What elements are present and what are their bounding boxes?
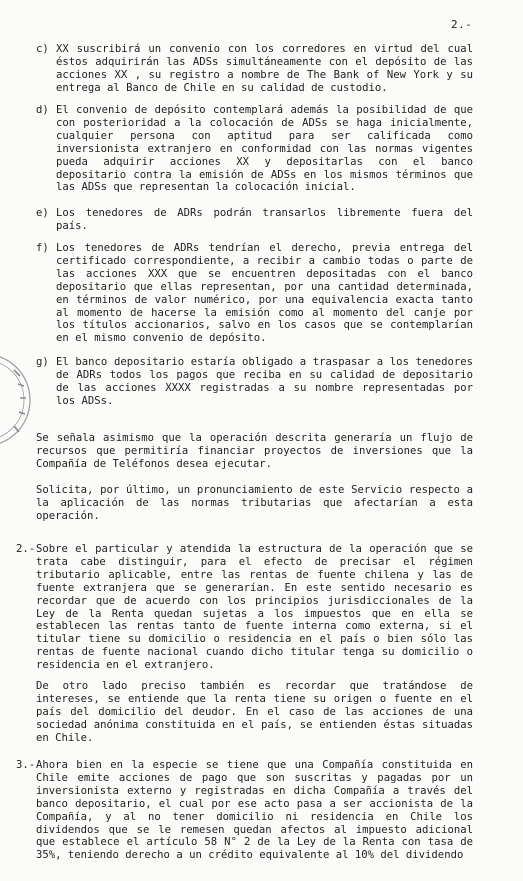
- item-marker: c): [36, 43, 49, 55]
- section-number: 3.-: [16, 759, 36, 771]
- item-marker: e): [36, 207, 49, 219]
- item-text: Los tenedores de ADRs tendrían el derecho, previa entrega del certificado correspondiente, a recibir a cambio todas o parte de las acciones XXX que se encuentren depositadas con el banco depositario que ellas representan, por una cantidad determinada, en términos de valor numérico, por una equivalencia exacta tanto al momento de hacerse la emisión como al momento del canje por los títulos accionarios, salvo en los casos que se contemplarían en el mismo convenio de depósito.: [56, 242, 473, 345]
- body-paragraph: Solicita, por último, un pronunciamiento de este Servicio respecto a la aplicación de las normas tributarias que afectarían a esta operación.: [36, 484, 473, 522]
- item-marker: f): [36, 242, 49, 254]
- item-text: El banco depositario estaría obligado a traspasar a los tenedores de ADRs todos los pagos que reciba en su calidad de depositario de las acciones XXXX registradas a su nombre representadas por los ADSs.: [56, 356, 473, 407]
- section-paragraph: Ahora bien en la especie se tiene que una Compañía constituida en Chile emite acciones de pago que son suscritas y pagadas por un inversionista externo y registradas en dicha Compañía a través del banco depositario, el cual por ese acto pasa a ser accionista de la Compañía, y al no tener domicilio ni residencia en Chile los dividendos que se le remesen quedan afectos al impuesto adicional que establece el artículo 58 N° 2 de la Ley de la Renta con tasa de 35%, teniendo derecho a un crédito equivalente al 10% del dividendo: [36, 759, 473, 862]
- section-paragraph: De otro lado preciso también es recordar que tratándose de intereses, se entiende que la renta tiene su origen o fuente en el país del domicilio del deudor. En el caso de las acciones de una sociedad anónima constituida en el país, se entienden éstas situadas en Chile.: [36, 680, 473, 744]
- section-paragraph: Sobre el particular y atendida la estructura de la operación que se trata cabe distinguir, para el efecto de precisar el régimen tributario aplicable, entre las rentas de fuente chilena y las de fuente extranjera que se generarían. En este sentido necesario es recordar que de acuerdo con los principios jurisdiccionales de la Ley de la Renta quedan sujetas a los impuestos que en ella se establecen las rentas tanto de fuente interna como externa, si el titular tiene su domicilio o residencia en el país o bien sólo las rentas de fuente nacional cuando dicho titular tenga su domicilio o residencia en el extranjero.: [36, 543, 473, 672]
- page-number: 2.-: [451, 18, 473, 31]
- item-text: Los tenedores de ADRs podrán transarlos libremente fuera del país.: [56, 207, 473, 232]
- body-paragraph: Se señala asimismo que la operación descrita generaría un flujo de recursos que permitiría financiar proyectos de inversiones que la Compañía de Teléfonos desea ejecutar.: [36, 432, 473, 470]
- item-marker: g): [36, 356, 49, 368]
- section-number: 2.-: [16, 543, 36, 555]
- item-text: El convenio de depósito contemplará además la posibilidad de que con posterioridad a la colocación de ADSs se haga inicialmente, cualquier persona con aptitud para ser calificada como inversionista extranjero en conformidad con las normas vigentes pueda adquirir acciones XX y depositarlas con el banco depositario contra la emisión de ADSs en los mismos términos que las ADSs que representan la colocación inicial.: [56, 104, 473, 194]
- item-text: XX suscribirá un convenio con los corredores en virtud del cual éstos adquirirán las ADSs simultáneamente con el depósito de las acciones XX , su registro a nombre de The Bank of New York y su entrega al Banco de Chile en su calidad de custodio.: [56, 43, 473, 94]
- item-marker: d): [36, 104, 49, 116]
- official-seal: [0, 340, 34, 460]
